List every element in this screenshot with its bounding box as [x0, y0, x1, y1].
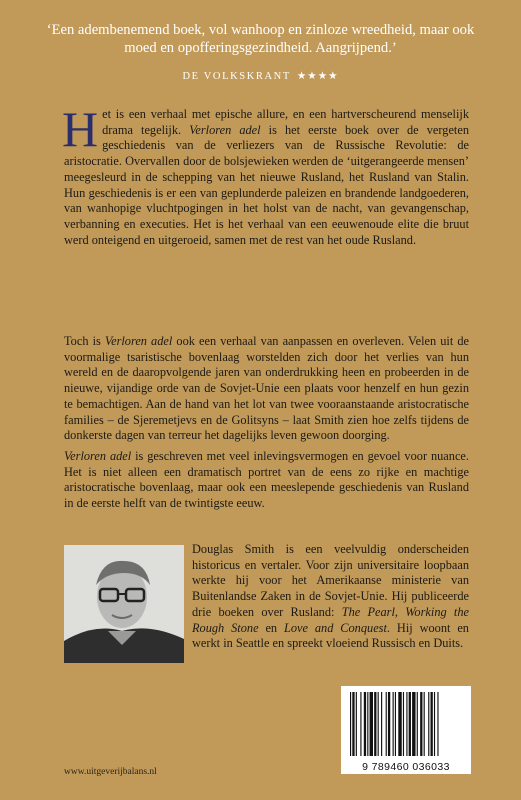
- drop-cap: H: [62, 101, 99, 157]
- isbn-barcode: [341, 686, 471, 774]
- barcode-icon: [341, 686, 471, 760]
- publisher-website: www.uitgeverijbalans.nl: [64, 767, 157, 777]
- review-quote: ‘Een adembenemend boek, vol wanhoop en zinloze wreedheid, maar ook moed en opofferingsgezindheid. Aangrijpend.’: [46, 22, 475, 56]
- text-run: et is een verhaal met epische allure, en een hartverscheurend menselijk drama tegelijk.: [102, 107, 469, 137]
- text-run: ,: [394, 604, 406, 619]
- rating-stars: ★★★★: [296, 71, 339, 82]
- italic-title: The Pearl: [341, 604, 395, 619]
- text-run: Toch is: [64, 334, 105, 348]
- quote-source: [0, 70, 521, 82]
- author-photo: [64, 545, 184, 663]
- text-run: is geschreven met veel inlevingsvermogen en gevoel voor nuance. Het is niet alleen een dramatisch portret van de eens zo rijke en machtige aristocratische bovenlaag, maar ook een meeslepende geschiedenis van Rusland in de eerste helft van de twintigste eeuw.: [64, 449, 469, 511]
- author-bio: [192, 542, 469, 652]
- blurb-paragraph-1-text: [62, 101, 469, 247]
- quote-source-name: DE VOLKSKRANT: [182, 71, 291, 82]
- blurb-paragraph-1: [62, 101, 469, 248]
- blurb-paragraph-3: [64, 449, 469, 512]
- text-run: . Hij woont en werkt in Seattle en spreekt vloeiend Russisch en Duits.: [192, 620, 469, 651]
- blurb-paragraph-2: [64, 334, 469, 444]
- author-portrait-icon: [64, 545, 184, 663]
- text-run: en: [258, 620, 284, 635]
- italic-title: Love and Conquest: [283, 620, 387, 635]
- text-run: ook een verhaal van aanpassen en overleven. Velen uit de voormalige tsaristische bovenlaag worstelden zich door het verlies van hun wereld en de daaropvolgende jaren van onderdrukking heen en probeerden in de nieuwe, vijandige orde van de Sovjet-Unie een plaats voor henzelf en hun gezin te bemachtigen. Aan de hand van het lot van twee vooraanstaande aristocratische families – de Sjeremetjevs en de Golitsyns – laat Smith zien hoe zelfs tijdens de donkerste dagen van terreur het dagelijks leven gewoon doorging.: [64, 334, 470, 443]
- text-run: Douglas Smith is een veelvuldig onderscheiden historicus en vertaler. Voor zijn universitaire loopbaan werkte hij voor het Amerikaanse ministerie van Buitenlandse Zaken in de Sovjet-Unie. Hij publiceerde drie boeken over Rusland:: [192, 542, 469, 619]
- italic-title: Verloren adel: [189, 122, 261, 137]
- italic-title: Verloren adel: [64, 449, 132, 463]
- italic-title: Working the Rough Stone: [192, 604, 469, 635]
- italic-title: Verloren adel: [104, 334, 173, 348]
- text-run: is het eerste boek over de vergeten geschiedenis van de verliezers van de Russische Revolutie: de aristocratie. Overvallen door de bolsjewieken werden de ‘uitgerangeerde mensen’ meegesleurd in de schepping van het nieuwe Rusland, het Rusland van Stalin. Hun geschiedenis is er een van geplunderde paleizen en brandende landgoederen, van wanhopige vluchtpogingen in het holst van de nacht, van gevangenschap, verbanning en executies. Het is het verhaal van een eeuwenoude elite die bruut werd onteigend en uitgeroeid, samen met de rest van het oude Rusland.: [64, 122, 469, 247]
- isbn-digits: 9 789460 036033: [362, 761, 450, 773]
